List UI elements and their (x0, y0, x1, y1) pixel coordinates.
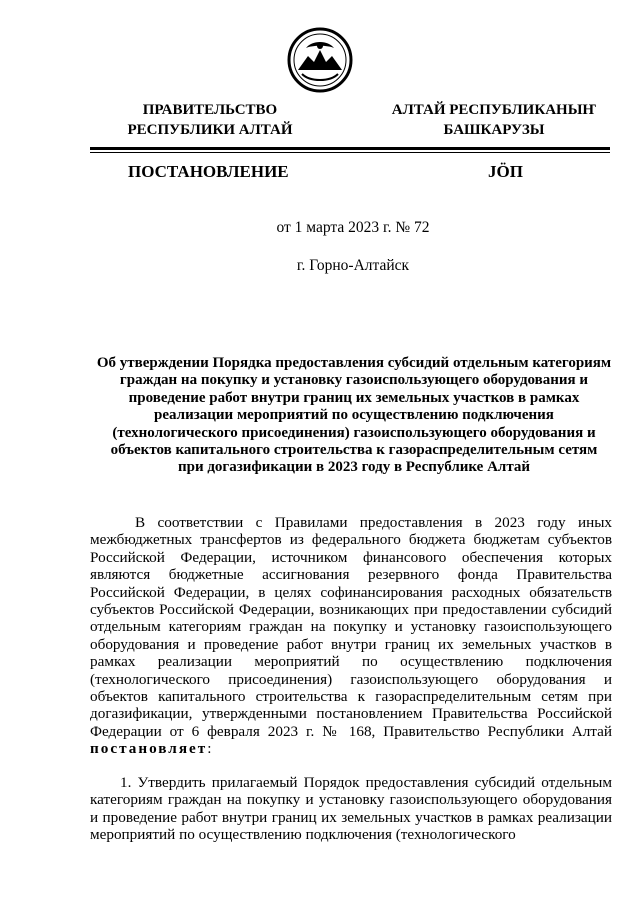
clause-1-paragraph: 1. Утвердить прилагаемый Порядок предоставления субсидий отдельным категориям граждан на покупку и установку газоиспользующего оборудования и проведение работ внутри границ их земельных участков в рамках реализации мероприятий по осуществлению подключения (технологического (90, 774, 612, 844)
header-divider-thin (90, 152, 610, 153)
header-left-line1: ПРАВИТЕЛЬСТВО (142, 102, 278, 118)
preamble-end: : (207, 740, 212, 758)
document-title: Об утверждении Порядка предоставления субсидий отдельным категориям граждан на покупку и установку газоиспользующего оборудования и проведение работ внутри границ их земельных участков в рамках реализации мероприятий по осуществлению подключения (технологического присоединения) газоиспользующего оборудования и объектов капитального строительства к газораспределительным сетям при догазификации в 2023 году в Республике Алтай (96, 355, 612, 476)
header-right-line2: БАШКАРУЗЫ (443, 122, 545, 138)
doc-type-alt: JÖП (488, 162, 523, 181)
resolve-word: постановляет (90, 740, 208, 758)
document-city: г. Горно-Алтайск (296, 257, 410, 274)
document-date-number: от 1 марта 2023 г. № 72 (276, 219, 430, 236)
header-right-authority (380, 100, 608, 140)
header-left-line2: РЕСПУБЛИКИ АЛТАЙ (127, 122, 293, 138)
header-right-line1: АЛТАЙ РЕСПУБЛИКАНЫҤ (391, 102, 597, 118)
preamble-text: В соответствии с Правилами предоставления в 2023 году иных межбюджетных трансфертов из федерального бюджета бюджетам субъектов Российской Федерации, источником финансового обеспечения которых являются бюджетные ассигнования резервного фонда Правительства Российской Федерации, в целях софинансирования расходных обязательств субъектов Российской Федерации, возникающих при предоставлении субсидий отдельным категориям граждан на покупку и установку газоиспользующего оборудования и проведение работ внутри границ их земельных участков в рамках реализации мероприятий по осуществлению подключения (технологического присоединения) газоиспользующего оборудования и объектов капитального строительства к газораспределительным сетям при догазификации, утвержденными постановлением Правительства Российской Федерации от 6 февраля 2023 г. № 168, Правительство Республики Алтай (90, 514, 612, 740)
preamble-paragraph (90, 514, 612, 758)
header-left-authority (110, 100, 310, 140)
coat-of-arms-emblem (286, 26, 354, 94)
header-divider-thick (90, 147, 610, 150)
doc-type-ru: ПОСТАНОВЛЕНИЕ (128, 162, 289, 181)
